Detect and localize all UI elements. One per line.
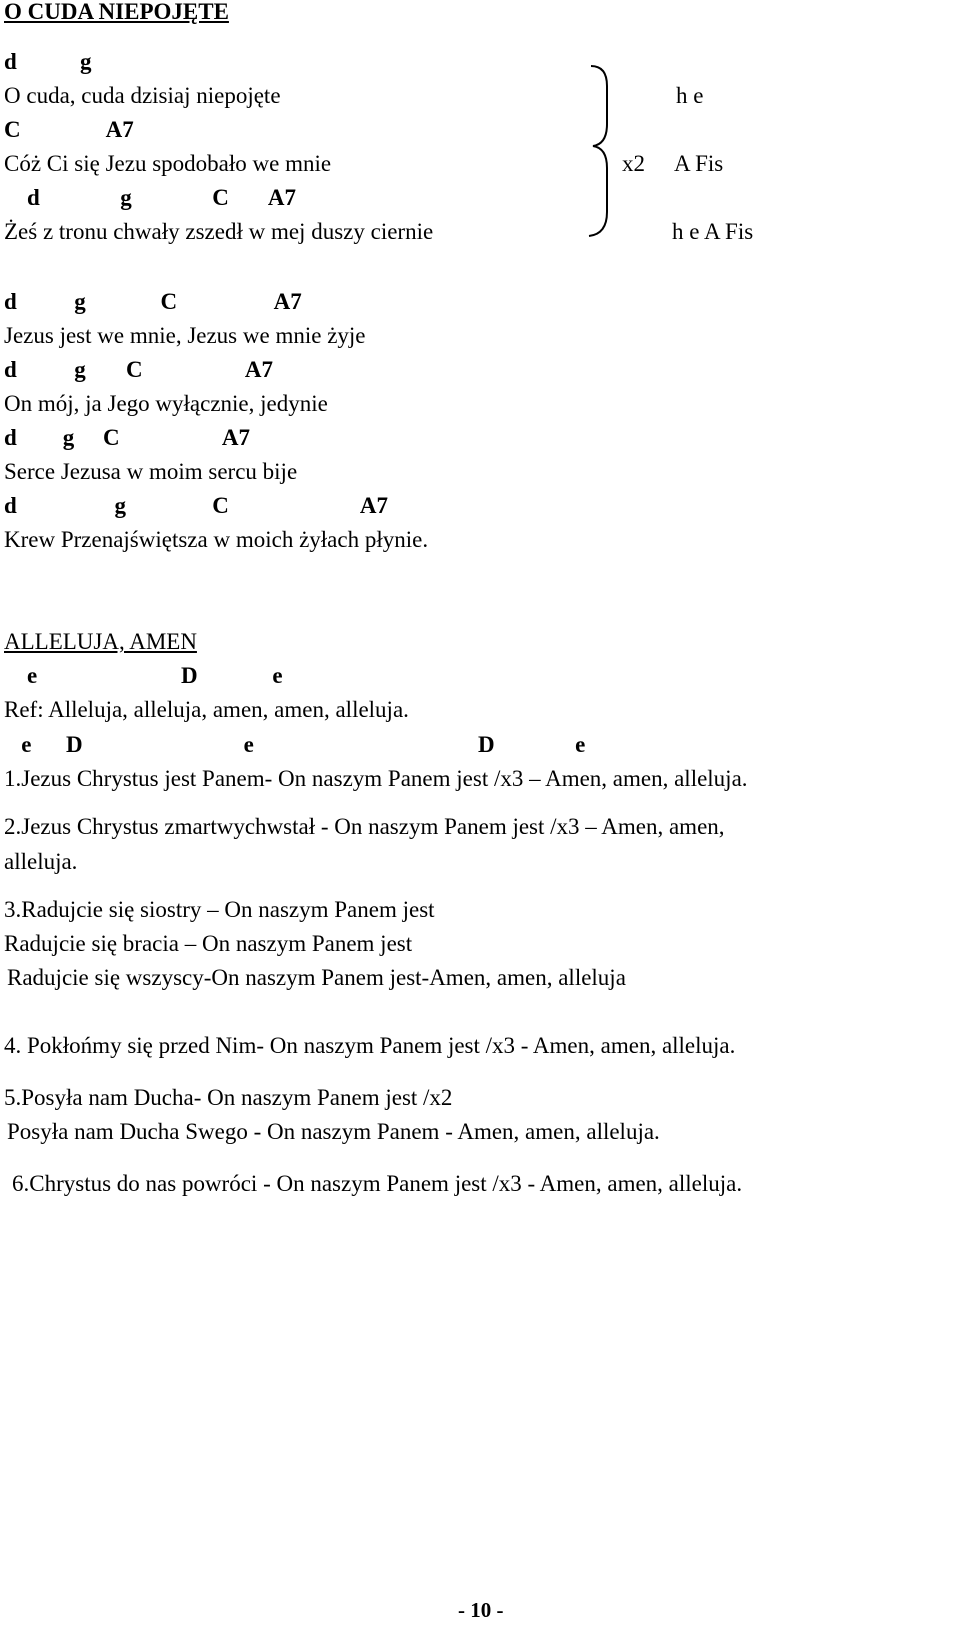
- chord-line: d g C A7: [4, 289, 302, 314]
- side-chords: h e: [676, 83, 704, 108]
- chord-line: C A7: [4, 117, 134, 142]
- side-chords: h e A Fis: [672, 219, 754, 244]
- chord-line: e D e: [4, 663, 283, 688]
- lyric-line: O cuda, cuda dzisiaj niepojęte: [4, 83, 281, 108]
- lyric-line: Krew Przenajświętsza w moich żyłach płynie.: [4, 527, 429, 552]
- chord-line: d g C A7: [4, 425, 250, 450]
- chord-line: e D e D e: [4, 732, 586, 757]
- lyric-line: Cóż Ci się Jezu spodobało we mnie: [4, 151, 332, 176]
- stanza-line: Radujcie się bracia – On naszym Panem jest: [4, 931, 413, 956]
- stanza-line: 1.Jezus Chrystus jest Panem- On naszym Panem jest /x3 – Amen, amen, alleluja.: [4, 766, 748, 791]
- stanza-line: 4. Pokłońmy się przed Nim- On naszym Panem jest /x3 - Amen, amen, alleluja.: [4, 1033, 736, 1058]
- side-chords: A Fis: [674, 151, 724, 176]
- page-title: O CUDA NIEPOJĘTE: [4, 0, 229, 24]
- section-title: ALLELUJA, AMEN: [4, 629, 197, 654]
- stanza-line: 2.Jezus Chrystus zmartwychwstał - On naszym Panem jest /x3 – Amen, amen,: [4, 814, 725, 839]
- lyric-line: On mój, ja Jego wyłącznie, jedynie: [4, 391, 328, 416]
- stanza-line: alleluja.: [4, 849, 78, 874]
- chord-line: d g C A7: [4, 493, 388, 518]
- stanza-line: 6.Chrystus do nas powróci - On naszym Panem jest /x3 - Amen, amen, alleluja.: [12, 1171, 743, 1196]
- chord-line: d g C A7: [4, 357, 273, 382]
- chord-line: d g C A7: [4, 185, 296, 210]
- stanza-line: 3.Radujcie się siostry – On naszym Panem jest: [4, 897, 435, 922]
- repeat-marker: x2: [622, 151, 645, 176]
- chord-line: d g: [4, 49, 92, 74]
- lyric-line: Serce Jezusa w moim sercu bije: [4, 459, 298, 484]
- stanza-line: 5.Posyła nam Ducha- On naszym Panem jest /x2: [4, 1085, 453, 1110]
- stanza-line: Posyła nam Ducha Swego - On naszym Panem - Amen, amen, alleluja.: [7, 1119, 660, 1144]
- lyric-line: Ref: Alleluja, alleluja, amen, amen, alleluja.: [4, 697, 409, 722]
- stanza-line: Radujcie się wszyscy-On naszym Panem jest-Amen, amen, alleluja: [7, 965, 626, 990]
- page-number: - 10 -: [458, 1598, 504, 1622]
- lyric-line: Jezus jest we mnie, Jezus we mnie żyje: [4, 323, 366, 348]
- lyric-line: Żeś z tronu chwały zszedł w mej duszy ciernie: [4, 219, 434, 244]
